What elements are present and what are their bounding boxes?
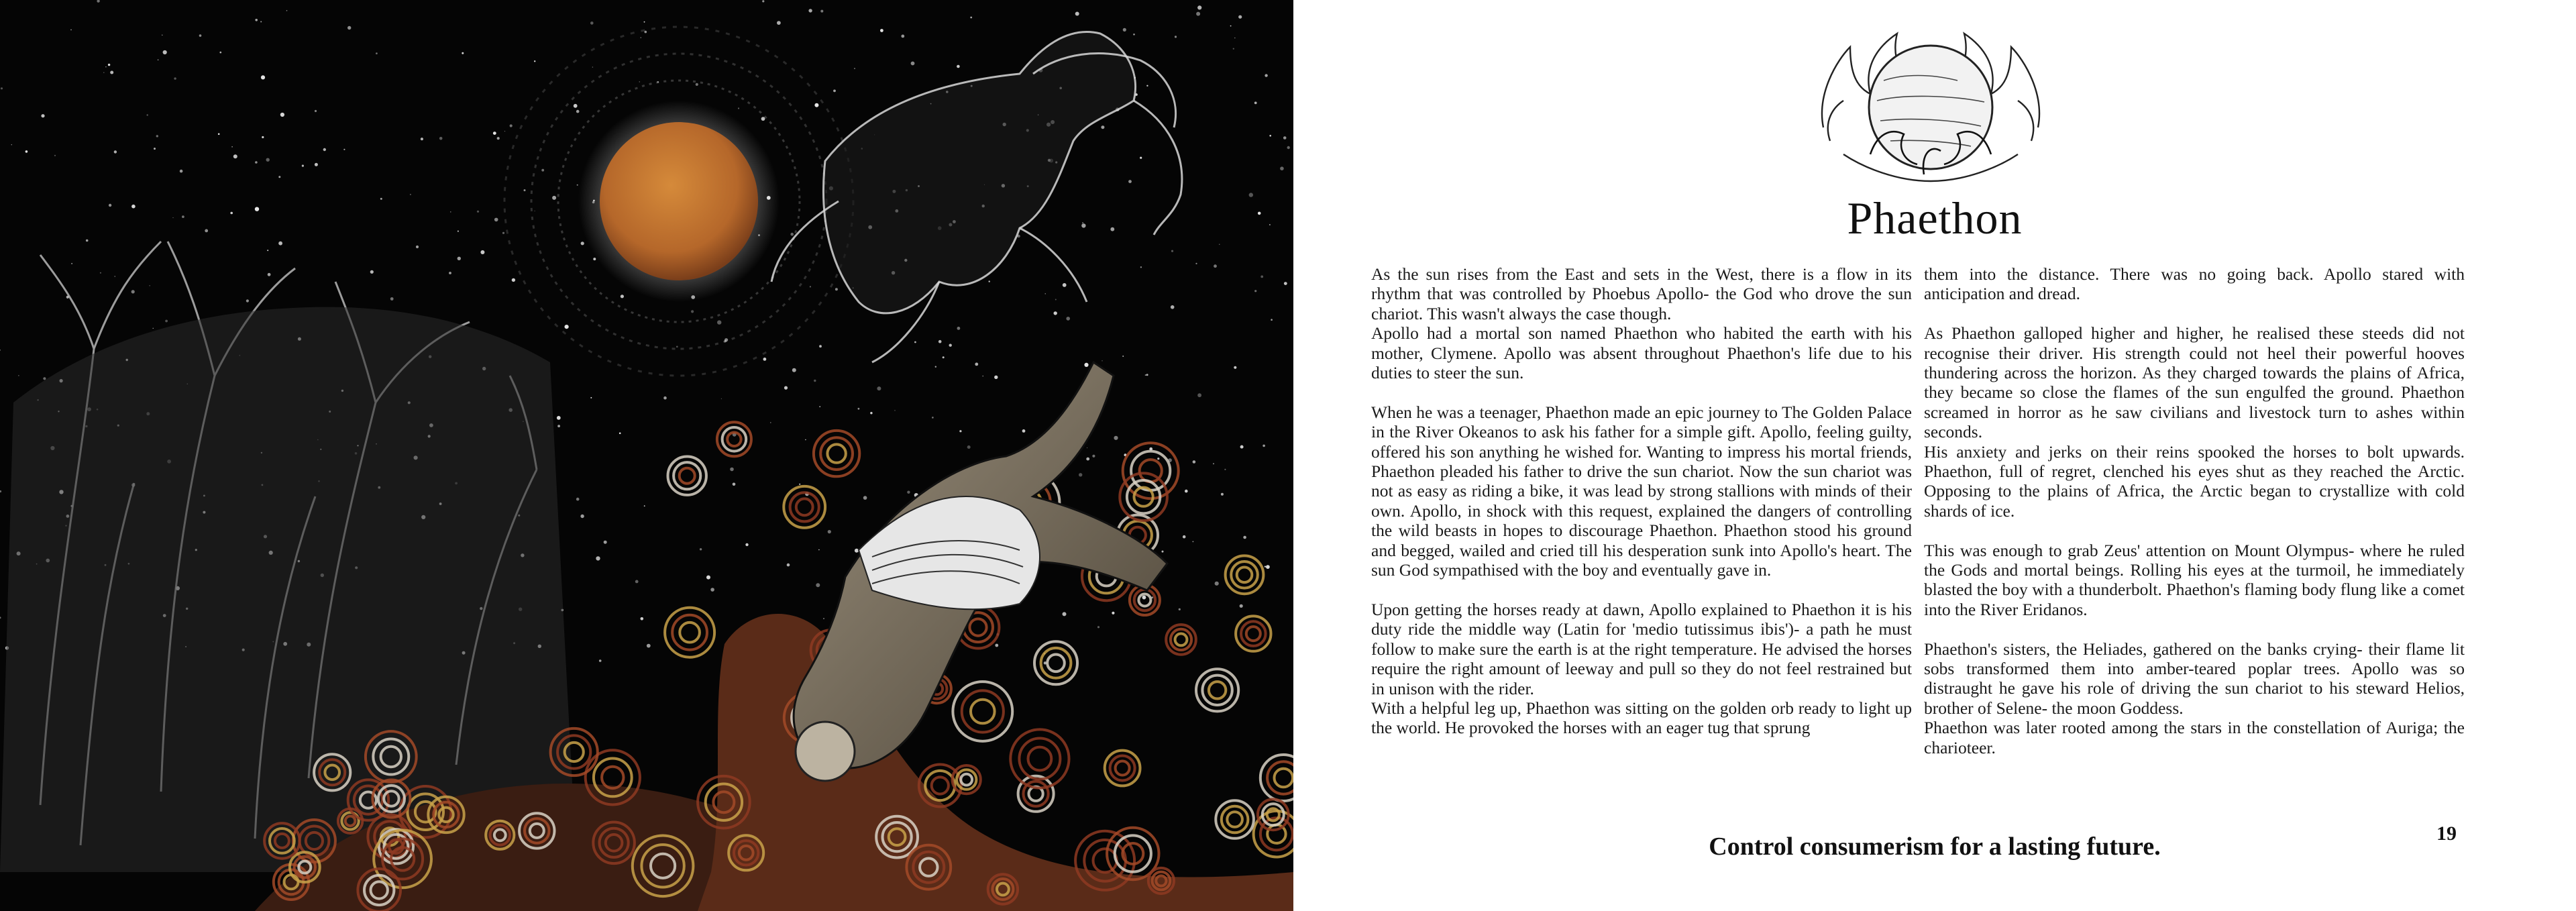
- paragraph: them into the distance. There was no going back. Apollo stared with anticipation and dread.: [1924, 264, 2465, 304]
- paragraph: His anxiety and jerks on their reins spooked the horses to bolt upwards. Phaethon, full of regret, clenched his eyes shut as they reached the Arctic. Opposing to the plains of Africa, the Arctic began to crystallize with cold shards of ice.: [1924, 441, 2465, 521]
- paragraph: Apollo had a mortal son named Phaethon who habited the earth with his mother, Clymene. Apollo was absent throughout Phaethon's life due to his duties to steer the sun.: [1371, 323, 1912, 383]
- right-text-column: [1924, 264, 2465, 757]
- page-title: Phaethon: [1847, 193, 2023, 244]
- paragraph: As Phaethon galloped higher and higher, he realised these steeds did not recognise their driver. His strength could not heel their powerful hooves thundering across the horizon. As they charged towards the plains of Africa, they became so close the flames of the sun engulfed the ground. Phaethon screamed in horror as he saw civilians and livestock turn to ashes within seconds.: [1924, 323, 2465, 442]
- paragraph: This was enough to grab Zeus' attention on Mount Olympus- where he ruled the Gods and mortal beings. Rolling his eyes at the turmoil, he immediately blasted the boy with a thunderbolt. Phaethon's flaming body flung like a comet into the River Eridanos.: [1924, 540, 2465, 619]
- tree-mass: [0, 307, 577, 872]
- page-number: 19: [2436, 822, 2457, 845]
- left-text-column: [1371, 264, 1912, 738]
- paragraph: Upon getting the horses ready at dawn, Apollo explained to Phaethon it is his duty ride the middle way (Latin for 'medio tutissimus ibis')- a path he must follow to make sure the earth is at the right temperature. He advised the horses require the right amount of leeway and pull so they do not feel restrained but in unison with the rider.: [1371, 599, 1912, 698]
- footer-tagline: Control consumerism for a lasting future.: [1709, 833, 2161, 861]
- paragraph: When he was a teenager, Phaethon made an epic journey to The Golden Palace in the River Okeanos to ask his father for a simple gift. Apollo, feeling guilty, offered his son anything he wished for. Wanting to impress his mortal friends, Phaethon pleaded his father to drive the sun chariot. Now the sun chariot was not as easy as riding a bike, it was lead by strong stallions with minds of their own. Apollo, in shock with this request, explained the dangers of controlling the wild beasts in hopes to discourage Phaethon. Phaethon stood his ground and begged, wailed and cried till his desperation sunk into Apollo's heart. The sun God sympathised with the boy and eventually gave in.: [1371, 402, 1912, 580]
- paragraph: With a helpful leg up, Phaethon was sitting on the golden orb ready to light up the world. He provoked the horses with an eager tug that sprung: [1371, 698, 1912, 738]
- text-page: [1293, 0, 2576, 911]
- flaming-orb-icon: [1803, 20, 2058, 188]
- paragraph: Phaethon was later rooted among the stars in the constellation of Auriga; the charioteer.: [1924, 718, 2465, 757]
- paragraph: Phaethon's sisters, the Heliades, gathered on the banks crying- their flame lit sobs transformed them into amber-teared poplar trees. Apollo was so distraught he gave his role of driving the sun chariot to his steward Helios, brother of Selene- the moon Goddess.: [1924, 639, 2465, 718]
- paragraph: As the sun rises from the East and sets in the West, there is a flow in its rhythm that was controlled by Phoebus Apollo- the God who drove the sun chariot. This wasn't always the case though.: [1371, 264, 1912, 323]
